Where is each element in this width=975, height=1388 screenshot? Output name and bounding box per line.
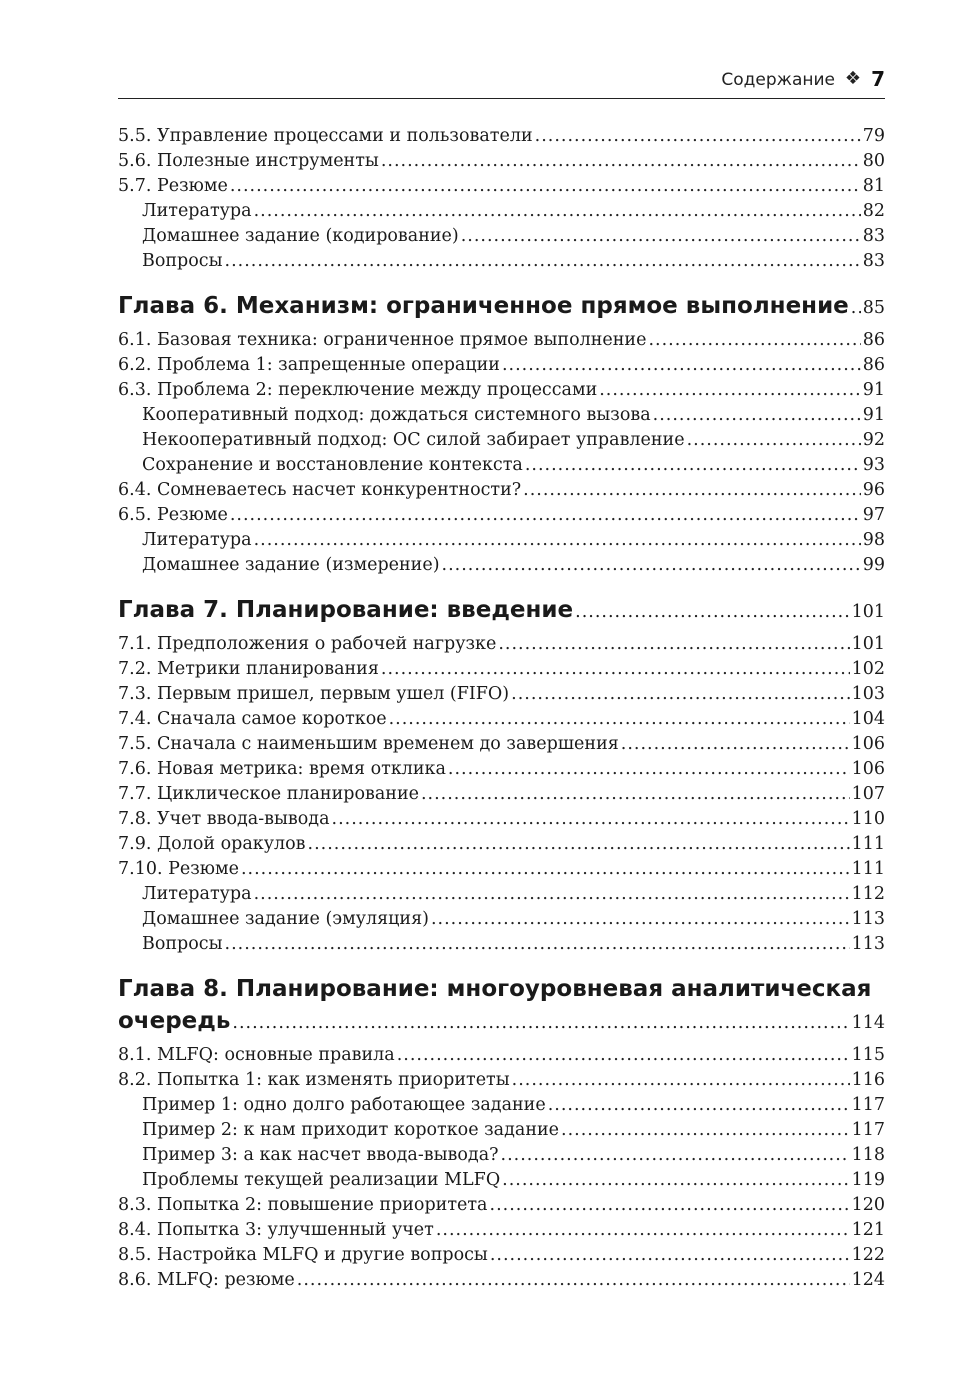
- entry-page-number: 81: [862, 176, 885, 196]
- entry-page-number: 80: [862, 151, 885, 171]
- entry-page-number: 79: [862, 126, 885, 146]
- dot-leader: [332, 807, 850, 832]
- dot-leader: [442, 553, 861, 578]
- entry-title: 7.4. Сначала самое короткое: [118, 709, 387, 729]
- chapter-line: [118, 594, 885, 628]
- chapter-page-number: 114: [851, 1013, 885, 1033]
- chapter-title: очередь: [118, 1008, 231, 1034]
- entry-page-number: 102: [851, 659, 885, 679]
- toc-subentry[interactable]: [118, 1143, 885, 1168]
- toc-subentry[interactable]: [118, 1168, 885, 1193]
- toc-subentry[interactable]: [118, 428, 885, 453]
- entry-page-number: 121: [851, 1220, 885, 1240]
- dot-leader: [308, 832, 850, 857]
- dot-leader: [254, 882, 850, 907]
- entry-page-number: 82: [862, 201, 885, 221]
- chapter-title: Глава 7. Планирование: введение: [118, 597, 574, 623]
- dot-leader: [297, 1268, 850, 1293]
- toc-entry[interactable]: [118, 1043, 885, 1068]
- dot-leader: [490, 1193, 850, 1218]
- entry-title: 7.5. Сначала с наименьшим временем до завершения: [118, 734, 619, 754]
- entry-title: Пример 3: а как насчет ввода-вывода?: [142, 1145, 499, 1165]
- entry-page-number: 83: [862, 226, 885, 246]
- dot-leader: [241, 857, 850, 882]
- entry-title: 6.2. Проблема 1: запрещенные операции: [118, 355, 500, 375]
- entry-title: 8.2. Попытка 1: как изменять приоритеты: [118, 1070, 510, 1090]
- toc-entry[interactable]: [118, 124, 885, 149]
- dot-leader: [548, 1093, 850, 1118]
- entry-page-number: 115: [851, 1045, 885, 1065]
- entry-title: Литература: [142, 884, 252, 904]
- toc-entry[interactable]: [118, 353, 885, 378]
- entry-title: 5.6. Полезные инструменты: [118, 151, 379, 171]
- dot-leader: [381, 657, 850, 682]
- toc-entry[interactable]: [118, 174, 885, 199]
- entry-page-number: 124: [851, 1270, 885, 1290]
- dot-leader: [512, 1068, 850, 1093]
- toc-entry[interactable]: [118, 757, 885, 782]
- entry-page-number: 104: [851, 709, 885, 729]
- entry-title: Домашнее задание (кодирование): [142, 226, 459, 246]
- dot-leader: [599, 378, 860, 403]
- dot-leader: [851, 292, 861, 324]
- dot-leader: [381, 149, 861, 174]
- dot-leader: [621, 732, 850, 757]
- dot-leader: [232, 1007, 849, 1039]
- chapter-line: [118, 1005, 885, 1039]
- entry-title: Литература: [142, 201, 252, 221]
- toc-entry[interactable]: [118, 732, 885, 757]
- dot-leader: [653, 403, 861, 428]
- header-title: Содержание: [721, 70, 835, 90]
- entry-title: Пример 2: к нам приходит короткое задание: [142, 1120, 560, 1140]
- toc-entry[interactable]: [118, 328, 885, 353]
- toc-entry[interactable]: [118, 1218, 885, 1243]
- fleuron-icon: ❖: [844, 68, 861, 89]
- entry-page-number: 92: [862, 430, 885, 450]
- entry-page-number: 106: [851, 734, 885, 754]
- entry-title: Домашнее задание (измерение): [142, 555, 440, 575]
- dot-leader: [523, 478, 861, 503]
- toc-entry[interactable]: [118, 707, 885, 732]
- toc-subentry[interactable]: [118, 907, 885, 932]
- entry-title: Литература: [142, 530, 252, 550]
- entry-page-number: 117: [851, 1095, 885, 1115]
- entry-title: 7.7. Циклическое планирование: [118, 784, 419, 804]
- toc-entry[interactable]: [118, 1193, 885, 1218]
- toc-entry[interactable]: [118, 1268, 885, 1293]
- dot-leader: [389, 707, 850, 732]
- entry-page-number: 91: [862, 380, 885, 400]
- dot-leader: [502, 353, 861, 378]
- toc-subentry[interactable]: [118, 249, 885, 274]
- entry-title: Сохранение и восстановление контекста: [142, 455, 523, 475]
- entry-page-number: 116: [851, 1070, 885, 1090]
- entry-title: 8.3. Попытка 2: повышение приоритета: [118, 1195, 488, 1215]
- dot-leader: [230, 503, 861, 528]
- entry-title: 7.9. Долой оракулов: [118, 834, 306, 854]
- toc-entry[interactable]: [118, 149, 885, 174]
- entry-title: 6.5. Резюме: [118, 505, 228, 525]
- entry-title: 7.10. Резюме: [118, 859, 239, 879]
- entry-page-number: 103: [851, 684, 885, 704]
- entry-title: 7.1. Предположения о рабочей нагрузке: [118, 634, 497, 654]
- dot-leader: [397, 1043, 850, 1068]
- entry-page-number: 119: [851, 1170, 885, 1190]
- toc-entry[interactable]: [118, 832, 885, 857]
- entry-page-number: 111: [851, 859, 885, 879]
- entry-page-number: 110: [851, 809, 885, 829]
- entry-page-number: 120: [851, 1195, 885, 1215]
- chapter-heading[interactable]: [118, 290, 885, 324]
- chapter-page-number: 85: [862, 298, 885, 318]
- dot-leader: [254, 528, 861, 553]
- chapter-title-line: Глава 8. Планирование: многоуровневая аналитическая: [118, 976, 872, 1002]
- toc-subentry[interactable]: [118, 224, 885, 249]
- entry-page-number: 118: [851, 1145, 885, 1165]
- page-number: 7: [871, 67, 885, 91]
- entry-page-number: 106: [851, 759, 885, 779]
- toc-entry[interactable]: [118, 682, 885, 707]
- dot-leader: [687, 428, 861, 453]
- toc-subentry[interactable]: [118, 932, 885, 957]
- entry-page-number: 96: [862, 480, 885, 500]
- entry-page-number: 113: [851, 934, 885, 954]
- entry-title: 6.3. Проблема 2: переключение между процессами: [118, 380, 598, 400]
- running-header: [118, 68, 885, 99]
- entry-page-number: 112: [851, 884, 885, 904]
- chapter-line: [118, 290, 885, 324]
- dot-leader: [502, 1168, 849, 1193]
- entry-title: Вопросы: [142, 251, 223, 271]
- entry-title: 6.4. Сомневаетесь насчет конкурентности?: [118, 480, 522, 500]
- entry-page-number: 113: [851, 909, 885, 929]
- entry-page-number: 111: [851, 834, 885, 854]
- chapter-title: Глава 6. Механизм: ограниченное прямое выполнение: [118, 293, 849, 319]
- entry-title: 7.8. Учет ввода-вывода: [118, 809, 330, 829]
- entry-title: 7.2. Метрики планирования: [118, 659, 379, 679]
- toc-entry[interactable]: [118, 807, 885, 832]
- dot-leader: [431, 907, 850, 932]
- dot-leader: [448, 757, 850, 782]
- toc-entry[interactable]: [118, 503, 885, 528]
- entry-title: 7.6. Новая метрика: время отклика: [118, 759, 446, 779]
- toc-subentry[interactable]: [118, 553, 885, 578]
- toc-entry[interactable]: [118, 657, 885, 682]
- dot-leader: [561, 1118, 850, 1143]
- entry-page-number: 93: [862, 455, 885, 475]
- toc-entry[interactable]: [118, 478, 885, 503]
- entry-title: Домашнее задание (эмуляция): [142, 909, 429, 929]
- chapter-heading[interactable]: [118, 973, 885, 1039]
- dot-leader: [461, 224, 861, 249]
- toc-entry[interactable]: [118, 857, 885, 882]
- toc-subentry[interactable]: [118, 1093, 885, 1118]
- dot-leader: [225, 249, 861, 274]
- entry-title: 7.3. Первым пришел, первым ушел (FIFO): [118, 684, 510, 704]
- entry-title: 8.1. MLFQ: основные правила: [118, 1045, 395, 1065]
- entry-title: Кооперативный подход: дождаться системного вызова: [142, 405, 651, 425]
- toc-entry[interactable]: [118, 1243, 885, 1268]
- entry-page-number: 86: [862, 355, 885, 375]
- entry-page-number: 98: [862, 530, 885, 550]
- entry-page-number: 117: [851, 1120, 885, 1140]
- toc-subentry[interactable]: [118, 1118, 885, 1143]
- toc-entry[interactable]: [118, 378, 885, 403]
- dot-leader: [225, 932, 850, 957]
- entry-page-number: 91: [862, 405, 885, 425]
- entry-page-number: 107: [851, 784, 885, 804]
- chapter-heading[interactable]: [118, 594, 885, 628]
- dot-leader: [501, 1143, 850, 1168]
- chapter-page-number: 101: [851, 602, 885, 622]
- dot-leader: [535, 124, 861, 149]
- toc-subentry[interactable]: [118, 199, 885, 224]
- entry-page-number: 122: [851, 1245, 885, 1265]
- entry-page-number: 97: [862, 505, 885, 525]
- dot-leader: [230, 174, 861, 199]
- dot-leader: [436, 1218, 850, 1243]
- toc-entry[interactable]: [118, 782, 885, 807]
- entry-page-number: 86: [862, 330, 885, 350]
- toc-subentry[interactable]: [118, 453, 885, 478]
- toc-entry[interactable]: [118, 1068, 885, 1093]
- toc-subentry[interactable]: [118, 403, 885, 428]
- entry-page-number: 101: [851, 634, 885, 654]
- dot-leader: [575, 596, 849, 628]
- entry-title: 8.5. Настройка MLFQ и другие вопросы: [118, 1245, 488, 1265]
- dot-leader: [525, 453, 861, 478]
- entry-title: 6.1. Базовая техника: ограниченное прямое выполнение: [118, 330, 647, 350]
- entry-page-number: 99: [862, 555, 885, 575]
- table-of-contents: [118, 124, 885, 1293]
- dot-leader: [648, 328, 860, 353]
- toc-entry[interactable]: [118, 632, 885, 657]
- entry-title: 5.5. Управление процессами и пользователи: [118, 126, 533, 146]
- toc-subentry[interactable]: [118, 528, 885, 553]
- entry-title: 5.7. Резюме: [118, 176, 228, 196]
- toc-subentry[interactable]: [118, 882, 885, 907]
- entry-title: Пример 1: одно долго работающее задание: [142, 1095, 546, 1115]
- entry-title: Проблемы текущей реализации MLFQ: [142, 1170, 501, 1190]
- dot-leader: [421, 782, 850, 807]
- entry-title: Вопросы: [142, 934, 223, 954]
- entry-title: 8.6. MLFQ: резюме: [118, 1270, 295, 1290]
- dot-leader: [498, 632, 849, 657]
- entry-title: 8.4. Попытка 3: улучшенный учет: [118, 1220, 434, 1240]
- dot-leader: [511, 682, 849, 707]
- dot-leader: [254, 199, 861, 224]
- entry-title: Некооперативный подход: ОС силой забирает управление: [142, 430, 685, 450]
- dot-leader: [490, 1243, 850, 1268]
- entry-page-number: 83: [862, 251, 885, 271]
